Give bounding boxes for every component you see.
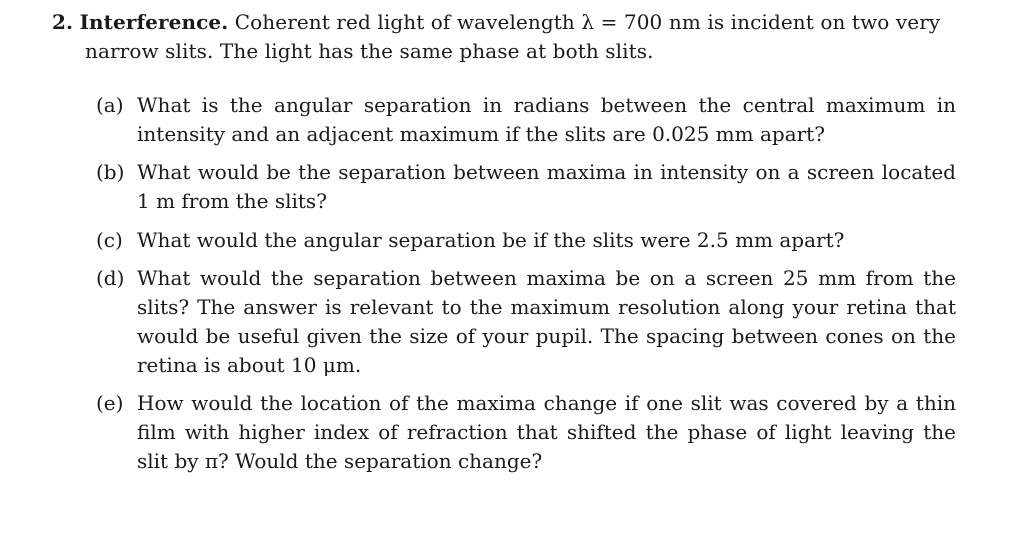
part-label: (a) <box>96 93 124 117</box>
part-c <box>96 226 956 255</box>
part-e <box>96 389 956 476</box>
problem-intro-line2: narrow slits. The light has the same phase at both slits. <box>85 39 654 63</box>
problem-header <box>52 8 957 66</box>
part-text: What would the separation between maxima be on a screen 25 mm from the slits? The answer is relevant to the maximum resolution along your retina that would be useful given the size of your pupil. The spacing between cones on the retina is about 10 μm. <box>137 266 956 377</box>
part-label: (d) <box>96 266 125 290</box>
part-text: What would the angular separation be if the slits were 2.5 mm apart? <box>137 228 845 252</box>
part-label: (c) <box>96 228 123 252</box>
problem-intro-line1: Coherent red light of wavelength λ = 700 nm is incident on two very <box>234 10 941 34</box>
part-label: (b) <box>96 160 125 184</box>
problem-number: 2. <box>52 10 74 34</box>
part-text: How would the location of the maxima change if one slit was covered by a thin film with higher index of refraction that shifted the phase of light leaving the slit by π? Would the separation change? <box>137 391 956 473</box>
problem-title: Interference. <box>79 10 229 34</box>
part-a <box>96 91 956 149</box>
part-d <box>96 264 956 380</box>
part-text: What would be the separation between maxima in intensity on a screen located 1 m from the slits? <box>137 160 956 213</box>
part-b <box>96 158 956 216</box>
part-text: What is the angular separation in radians between the central maximum in intensity and an adjacent maximum if the slits are 0.025 mm apart? <box>137 93 956 146</box>
part-label: (e) <box>96 391 124 415</box>
